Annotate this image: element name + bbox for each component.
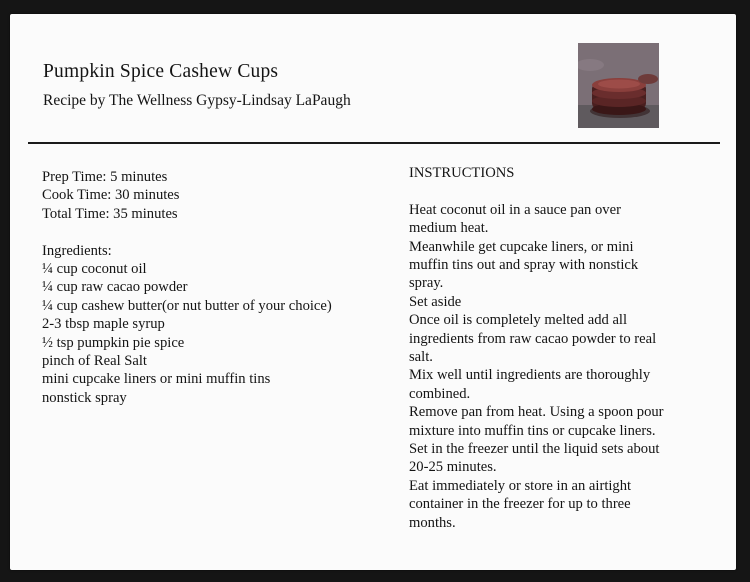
- ingredient-item: ¼ cup raw cacao powder: [42, 279, 188, 296]
- total-time: Total Time: 35 minutes: [42, 205, 178, 222]
- instruction-line: muffin tins out and spray with nonstick: [409, 257, 639, 274]
- instruction-line: Remove pan from heat. Using a spoon pour: [409, 404, 664, 421]
- instruction-line: mixture into muffin tins or cupcake liners.: [409, 422, 656, 439]
- instruction-line: salt.: [409, 349, 433, 366]
- instruction-line: 20-25 minutes.: [409, 459, 497, 476]
- instruction-line: Set aside: [409, 293, 462, 310]
- ingredient-item: ¼ cup coconut oil: [42, 261, 147, 278]
- ingredient-item: mini cupcake liners or mini muffin tins: [42, 371, 271, 388]
- ingredient-item: ½ tsp pumpkin pie spice: [42, 334, 185, 351]
- instruction-line: container in the freezer for up to three: [409, 496, 631, 513]
- prep-time: Prep Time: 5 minutes: [42, 169, 168, 185]
- ingredient-item: ¼ cup cashew butter(or nut butter of your choice): [42, 297, 332, 314]
- instruction-line: combined.: [409, 385, 471, 402]
- ingredient-item: nonstick spray: [42, 389, 127, 406]
- instruction-line: Eat immediately or store in an airtight: [409, 477, 632, 494]
- header-divider: [28, 142, 720, 144]
- recipe-card: [10, 14, 736, 570]
- spacer: [42, 223, 332, 241]
- cashew-cups-illustration: [578, 43, 659, 128]
- instruction-line: medium heat.: [409, 220, 489, 237]
- instructions-heading: INSTRUCTIONS: [409, 165, 515, 181]
- spacer: [409, 182, 664, 200]
- instruction-line: Mix well until ingredients are thoroughly: [409, 367, 651, 384]
- instruction-line: Set in the freezer until the liquid sets about: [409, 441, 660, 458]
- instruction-line: ingredients from raw cacao powder to real: [409, 330, 657, 347]
- instruction-line: Once oil is completely melted add all: [409, 312, 628, 329]
- instructions-column: [409, 164, 664, 532]
- recipe-author: Recipe by The Wellness Gypsy-Lindsay LaPaugh: [43, 92, 351, 109]
- ingredient-item: pinch of Real Salt: [42, 353, 147, 370]
- cashew-cups-photo: [578, 43, 659, 128]
- instruction-line: months.: [409, 514, 456, 531]
- instruction-line: Heat coconut oil in a sauce pan over: [409, 201, 621, 218]
- ingredients-heading: Ingredients:: [42, 242, 112, 259]
- instruction-line: Meanwhile get cupcake liners, or mini: [409, 238, 634, 255]
- recipe-title: Pumpkin Spice Cashew Cups: [43, 61, 279, 82]
- ingredients-column: [42, 168, 332, 407]
- cook-time: Cook Time: 30 minutes: [42, 187, 180, 204]
- instruction-line: spray.: [409, 275, 444, 292]
- ingredient-item: 2-3 tbsp maple syrup: [42, 316, 165, 333]
